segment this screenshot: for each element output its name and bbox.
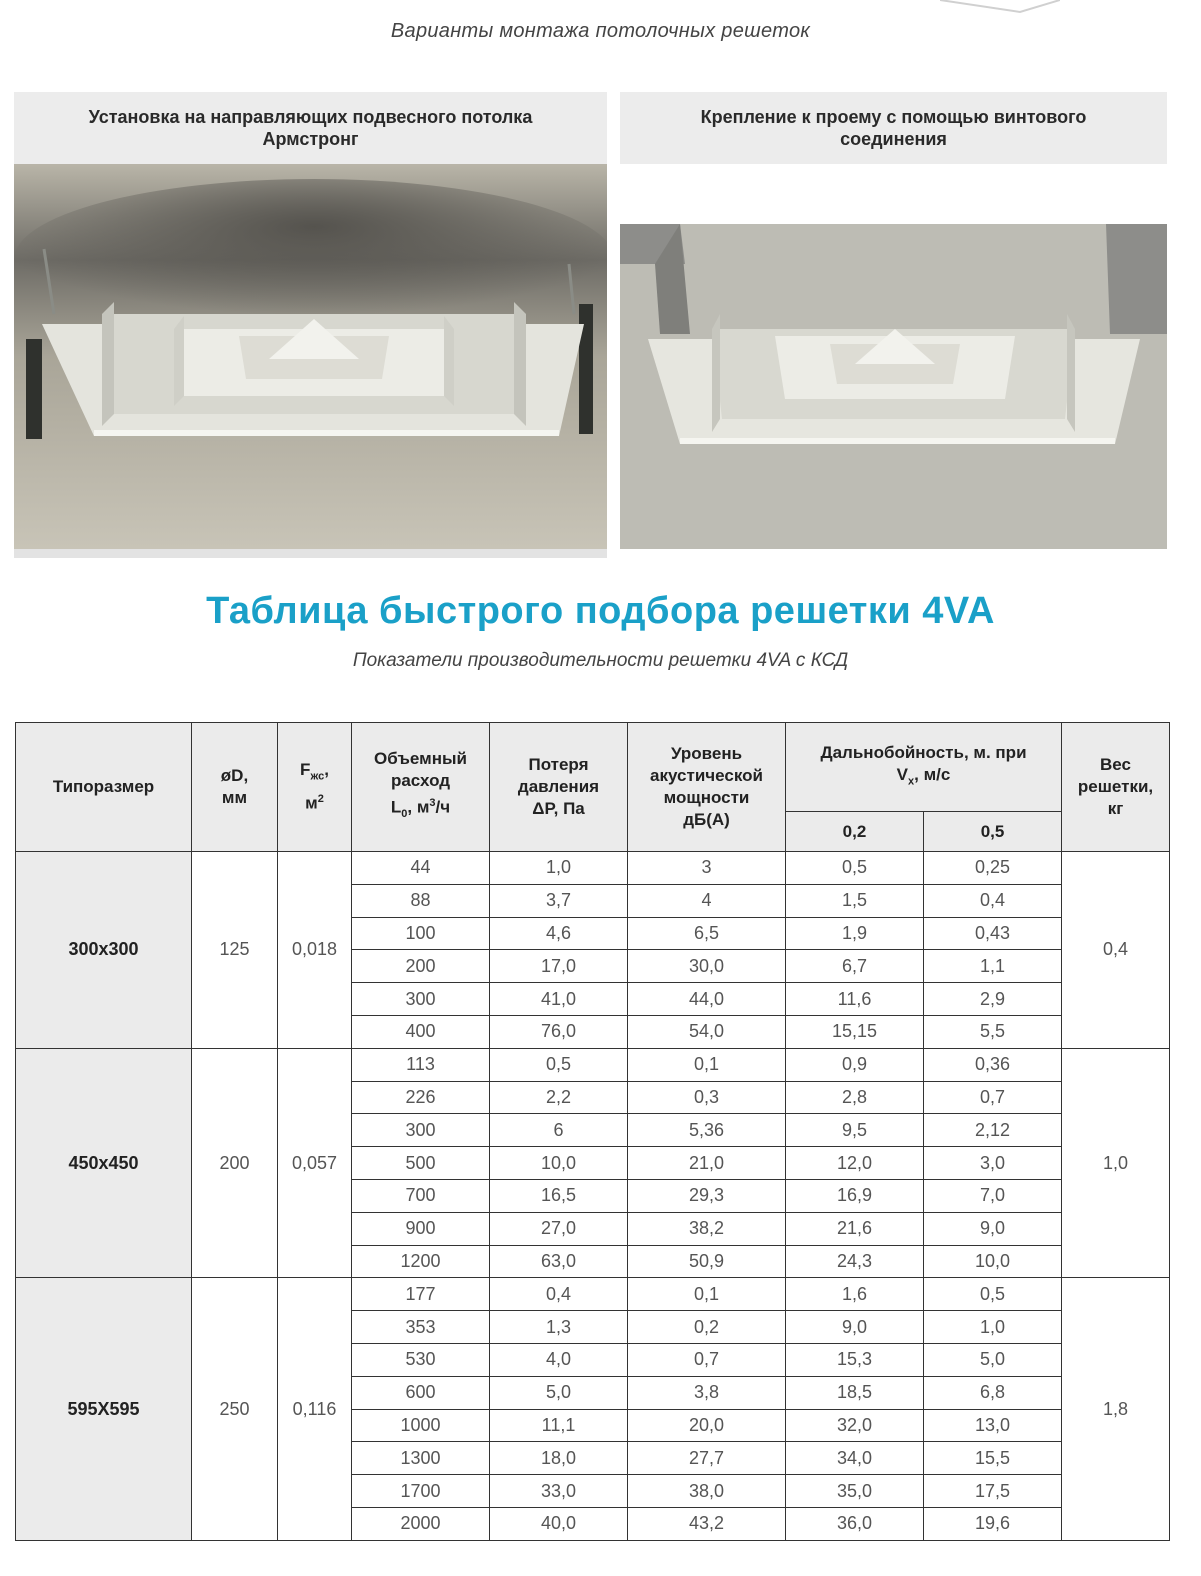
- cell-noise: 21,0: [628, 1147, 786, 1180]
- cell-flow: 300: [352, 983, 490, 1016]
- cell-noise: 0,3: [628, 1081, 786, 1114]
- cell-pressure: 27,0: [490, 1212, 628, 1245]
- cell-pressure: 1,0: [490, 852, 628, 885]
- cell-throw-05: 10,0: [924, 1245, 1062, 1278]
- cell-flow: 200: [352, 950, 490, 983]
- cell-throw-05: 5,0: [924, 1343, 1062, 1376]
- cell-throw-02: 9,0: [786, 1311, 924, 1344]
- cell-flow: 600: [352, 1376, 490, 1409]
- cell-throw-02: 35,0: [786, 1475, 924, 1508]
- cell-flow: 1000: [352, 1409, 490, 1442]
- cell-throw-05: 0,5: [924, 1278, 1062, 1311]
- cell-throw-05: 6,8: [924, 1376, 1062, 1409]
- cell-weight: 0,4: [1062, 852, 1170, 1049]
- cell-noise: 0,7: [628, 1343, 786, 1376]
- cell-flow: 100: [352, 917, 490, 950]
- decorative-hexagon-icon: [940, 0, 1060, 14]
- cell-pressure: 33,0: [490, 1475, 628, 1508]
- cell-throw-05: 7,0: [924, 1179, 1062, 1212]
- cell-throw-02: 24,3: [786, 1245, 924, 1278]
- cell-flow: 530: [352, 1343, 490, 1376]
- cell-flow: 353: [352, 1311, 490, 1344]
- cell-flow: 1700: [352, 1475, 490, 1508]
- header-throw-02: 0,2: [786, 812, 924, 852]
- header-weight: Вес решетки, кг: [1062, 723, 1170, 852]
- cell-pressure: 0,4: [490, 1278, 628, 1311]
- cell-area: 0,116: [278, 1278, 352, 1540]
- cell-flow: 88: [352, 884, 490, 917]
- cell-pressure: 1,3: [490, 1311, 628, 1344]
- header-flow: Объемный расход $L_0$, $м^3/ч$: [352, 723, 490, 852]
- cell-throw-02: 15,15: [786, 1015, 924, 1048]
- header-area: $F_{жс}$, $м^2$: [278, 723, 352, 852]
- cell-throw-02: 12,0: [786, 1147, 924, 1180]
- cell-flow: 900: [352, 1212, 490, 1245]
- mounting-option-screw: [620, 92, 1167, 558]
- cell-pressure: 76,0: [490, 1015, 628, 1048]
- cell-size: 450x450: [16, 1048, 192, 1278]
- cell-noise: 29,3: [628, 1179, 786, 1212]
- cell-flow: 1200: [352, 1245, 490, 1278]
- cell-throw-02: 11,6: [786, 983, 924, 1016]
- table-row: [16, 1048, 1170, 1081]
- cell-noise: 3,8: [628, 1376, 786, 1409]
- cell-pressure: 3,7: [490, 884, 628, 917]
- cell-noise: 5,36: [628, 1114, 786, 1147]
- cell-throw-02: 15,3: [786, 1343, 924, 1376]
- cell-throw-02: 1,9: [786, 917, 924, 950]
- cell-diameter: 125: [192, 852, 278, 1049]
- cell-flow: 2000: [352, 1507, 490, 1540]
- cell-throw-02: 32,0: [786, 1409, 924, 1442]
- cell-pressure: 2,2: [490, 1081, 628, 1114]
- cell-noise: 43,2: [628, 1507, 786, 1540]
- cell-flow: 44: [352, 852, 490, 885]
- cell-throw-02: 16,9: [786, 1179, 924, 1212]
- cell-throw-02: 1,6: [786, 1278, 924, 1311]
- cell-throw-05: 5,5: [924, 1015, 1062, 1048]
- header-acoustic: Уровень акустической мощности дБ(А): [628, 723, 786, 852]
- cell-throw-05: 13,0: [924, 1409, 1062, 1442]
- selection-table: [15, 722, 1170, 1541]
- cell-throw-05: 1,0: [924, 1311, 1062, 1344]
- mounting-caption-screw: Крепление к проему с помощью винтового соединения: [620, 92, 1167, 164]
- cell-pressure: 40,0: [490, 1507, 628, 1540]
- cell-size: 595X595: [16, 1278, 192, 1540]
- cell-throw-05: 2,12: [924, 1114, 1062, 1147]
- cell-flow: 113: [352, 1048, 490, 1081]
- cell-pressure: 11,1: [490, 1409, 628, 1442]
- cell-throw-02: 21,6: [786, 1212, 924, 1245]
- cell-pressure: 5,0: [490, 1376, 628, 1409]
- header-pressure: Потеря давления ΔP, Па: [490, 723, 628, 852]
- cell-pressure: 63,0: [490, 1245, 628, 1278]
- cell-noise: 4: [628, 884, 786, 917]
- table-body: [16, 852, 1170, 1541]
- cell-throw-05: 1,1: [924, 950, 1062, 983]
- cell-throw-05: 15,5: [924, 1442, 1062, 1475]
- cell-throw-02: 34,0: [786, 1442, 924, 1475]
- cell-throw-05: 0,4: [924, 884, 1062, 917]
- cell-noise: 6,5: [628, 917, 786, 950]
- cell-flow: 177: [352, 1278, 490, 1311]
- cell-pressure: 16,5: [490, 1179, 628, 1212]
- cell-pressure: 4,0: [490, 1343, 628, 1376]
- cell-noise: 0,2: [628, 1311, 786, 1344]
- header-throw-05: 0,5: [924, 812, 1062, 852]
- mounting-option-armstrong: [14, 92, 607, 558]
- cell-flow: 500: [352, 1147, 490, 1180]
- cell-throw-02: 0,5: [786, 852, 924, 885]
- cell-throw-05: 3,0: [924, 1147, 1062, 1180]
- cell-pressure: 10,0: [490, 1147, 628, 1180]
- cell-flow: 226: [352, 1081, 490, 1114]
- cell-weight: 1,0: [1062, 1048, 1170, 1278]
- cell-flow: 400: [352, 1015, 490, 1048]
- cell-flow: 700: [352, 1179, 490, 1212]
- cell-pressure: 0,5: [490, 1048, 628, 1081]
- cell-pressure: 17,0: [490, 950, 628, 983]
- cell-size: 300x300: [16, 852, 192, 1049]
- cell-flow: 1300: [352, 1442, 490, 1475]
- cell-diameter: 200: [192, 1048, 278, 1278]
- cell-noise: 0,1: [628, 1048, 786, 1081]
- table-row: [16, 852, 1170, 885]
- cell-noise: 54,0: [628, 1015, 786, 1048]
- cell-throw-05: 17,5: [924, 1475, 1062, 1508]
- mounting-caption-armstrong: Установка на направляющих подвесного потолка Армстронг: [14, 92, 607, 164]
- header-throw: Дальнобойность, м. при $V_x$, м/с: [786, 723, 1062, 812]
- cell-throw-05: 0,43: [924, 917, 1062, 950]
- armstrong-mounting-image: [14, 164, 607, 549]
- cell-throw-02: 9,5: [786, 1114, 924, 1147]
- cell-throw-02: 0,9: [786, 1048, 924, 1081]
- cell-noise: 44,0: [628, 983, 786, 1016]
- cell-throw-02: 18,5: [786, 1376, 924, 1409]
- cell-throw-05: 0,25: [924, 852, 1062, 885]
- cell-noise: 0,1: [628, 1278, 786, 1311]
- table-subtitle: Показатели производительности решетки 4VA с КСД: [352, 650, 849, 671]
- cell-throw-02: 36,0: [786, 1507, 924, 1540]
- cell-diameter: 250: [192, 1278, 278, 1540]
- table-row: [16, 1278, 1170, 1311]
- cell-throw-05: 19,6: [924, 1507, 1062, 1540]
- cell-noise: 20,0: [628, 1409, 786, 1442]
- cell-throw-02: 6,7: [786, 950, 924, 983]
- cell-throw-02: 2,8: [786, 1081, 924, 1114]
- cell-weight: 1,8: [1062, 1278, 1170, 1540]
- cell-throw-05: 0,36: [924, 1048, 1062, 1081]
- cell-area: 0,057: [278, 1048, 352, 1278]
- cell-noise: 50,9: [628, 1245, 786, 1278]
- cell-throw-05: 0,7: [924, 1081, 1062, 1114]
- cell-noise: 3: [628, 852, 786, 885]
- cell-noise: 30,0: [628, 950, 786, 983]
- table-title: Таблица быстрого подбора решетки 4VA: [206, 590, 995, 632]
- header-diameter: øD, мм: [192, 723, 278, 852]
- screw-mounting-image: [620, 164, 1167, 549]
- cell-throw-05: 2,9: [924, 983, 1062, 1016]
- cell-throw-05: 9,0: [924, 1212, 1062, 1245]
- cell-area: 0,018: [278, 852, 352, 1049]
- cell-pressure: 18,0: [490, 1442, 628, 1475]
- header-size: Типоразмер: [16, 723, 192, 852]
- cell-noise: 38,2: [628, 1212, 786, 1245]
- mounting-subtitle: Варианты монтажа потолочных решеток: [390, 20, 811, 42]
- cell-flow: 300: [352, 1114, 490, 1147]
- cell-pressure: 4,6: [490, 917, 628, 950]
- cell-pressure: 41,0: [490, 983, 628, 1016]
- cell-noise: 38,0: [628, 1475, 786, 1508]
- cell-noise: 27,7: [628, 1442, 786, 1475]
- cell-throw-02: 1,5: [786, 884, 924, 917]
- cell-pressure: 6: [490, 1114, 628, 1147]
